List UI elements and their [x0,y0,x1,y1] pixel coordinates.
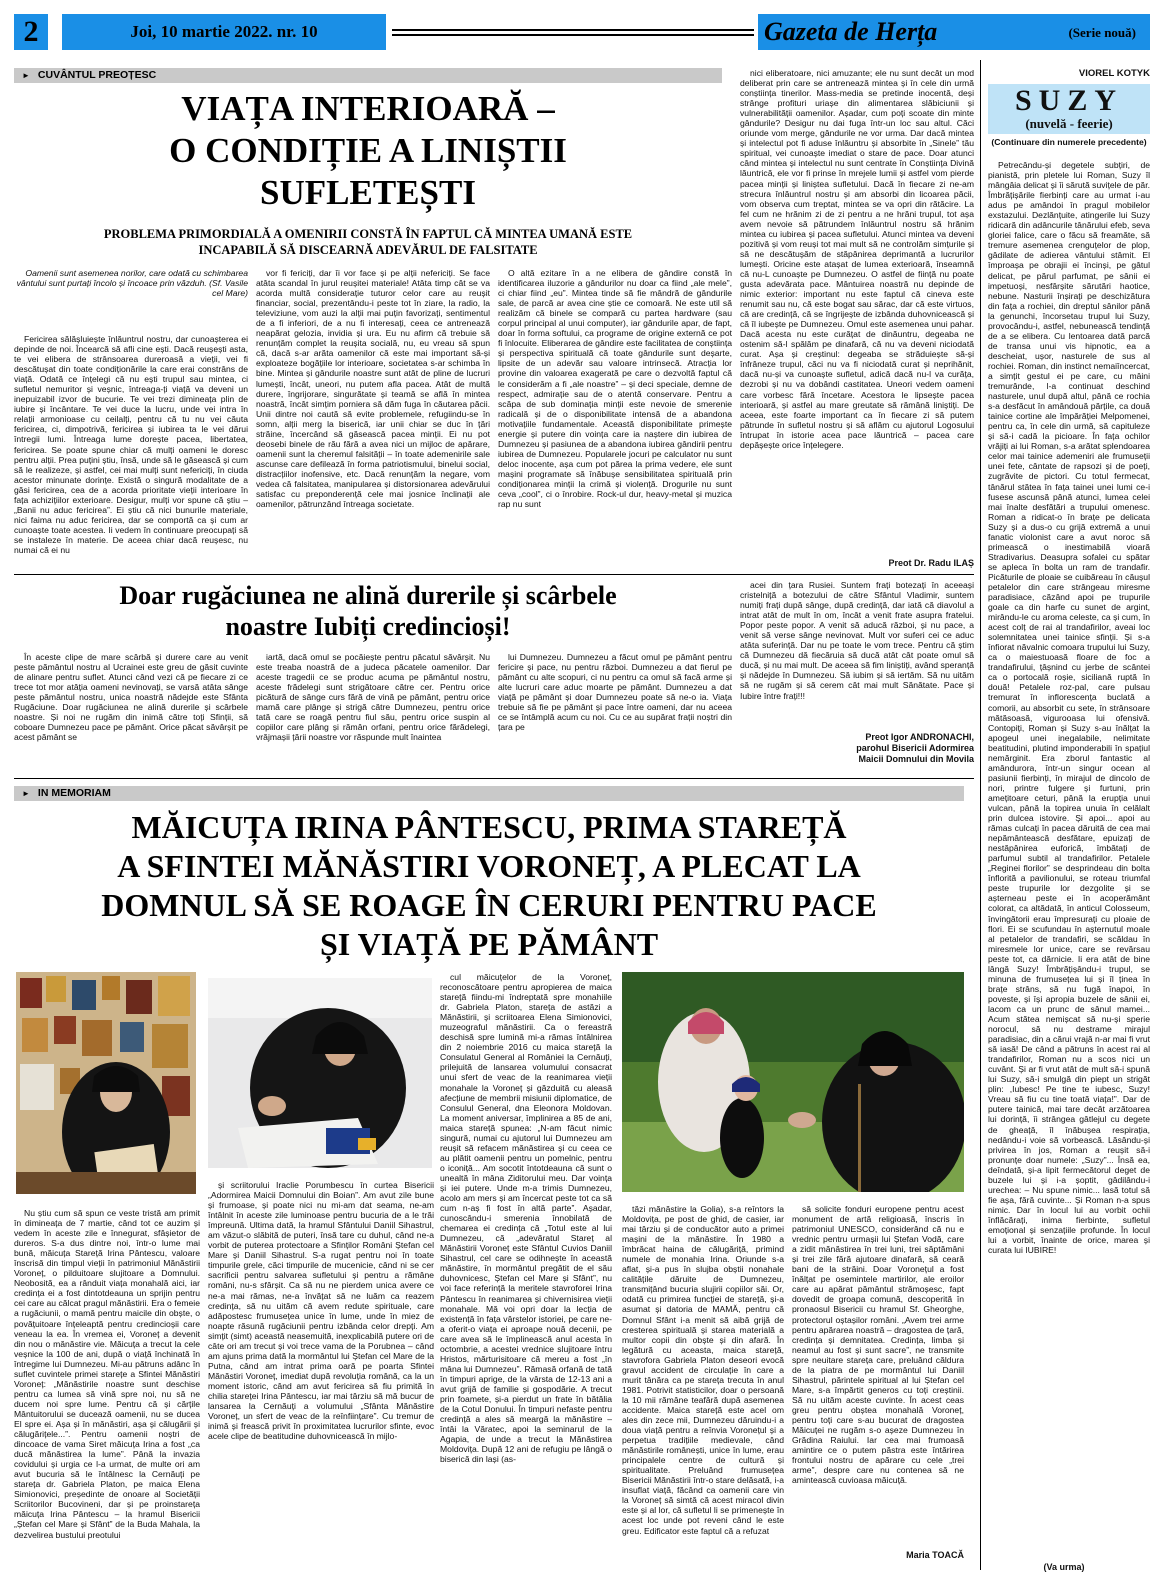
article-subtitle [14,226,722,258]
title-line: VIAȚA INTERIOARĂ – [181,89,555,128]
series-label: (Serie nouă) [1068,25,1136,40]
to-be-continued: (Va urma) [1043,1562,1085,1572]
masthead [758,14,1150,50]
section-bar [14,68,722,83]
divider [14,778,974,779]
subtitle-line: INCAPABILĂ SĂ DISCEARNĂ ADEVĂRUL DE FALSITATE [198,243,538,257]
article-column: Fericirea sălășluiește înlăuntrul nostru, dar cunoașterea ei depinde de noi. Încearcă să afli cine ești. Dacă reușești asta, te vei elibera de strânsoarea dureroasă a vieții, vei fi descătușat din toate condiționările la care erai constrâns de viață. Odată ce înțelegi că nu ești trupul sau mintea, ci sufletul nemuritor și veșnic, întreaga-ți viață va deveni un inepuizabil izvor de bucurie. Te vei trezi dimineața plin de iubire și încântare. Te vei duce la lucru, unde vei intra în relații armonioase cu ceilalți, pentru că tu nu vei căuta fericirea, ci, dimpotrivă, fericirea și iubirea ta le vei dărui întregii lumi. Întreaga lume dorește pacea, libertatea, fericirea. Se poate spune chiar că mulți oameni le doresc pentru alții. Prea puțini știu, însă, unde să le găsească și cum să le realizeze, și astfel, cei mai mulți sunt nefericiți, în ciuda acestor minunate dorințe. Există o singură modalitate de a găsi fericirea, cea de a acorda prioritate vieții interioare în fața achizițiilor exterioare. Desigur, mulți vor spune că știu – „Banii nu aduc fericirea”. Ei știu că nici bunurile materiale, nici faima nu aduc fericirea, dar se comportă ca și cum ar cunoaște toate acestea. Ii vedem în continuare preocupați să se instaleze în materie. De aceea chiar dacă reușesc, nu numai că ei nu [14,334,248,555]
photo-nun-icons [16,972,196,1194]
title-line: SUFLETEȘTI [260,173,476,212]
photo-nun-signing [208,978,432,1168]
photo-nun-signing-image [208,978,432,1168]
article-column: lui Dumnezeu. Dumnezeu a făcut omul pe pământ pentru fericire și pace, nu pentru război. Dumnezeu a dat fierul pe pământ cu alte scopuri, ci nu pentru ca omul să facă arme și alte lucruri care aduc moarte pe pământ. Dumnezeu a dat viață pe pământ și doar Dumnezeu poate să ne-o ia. Viața trebuie să fie pe pământ și pace între oameni, dar nu aceea ce se întâmplă acum cu noi. Cu ce au supărat frații noștri din țara pe [498,652,732,733]
section-label: CUVÂNTUL PREOȚESC [37,69,157,81]
arrow-icon: ► [22,789,30,798]
article-column: nici eliberatoare, nici amuzante; ele nu sunt decât un mod deliberat prin care se antrenează mintea și în cele din urmă conștiința tinerilor. Mass-media se pretinde inocentă, deși strânge profituri uriașe din alimentarea slăbiciunii și vulnerabilității oamenilor. Așadar, cum poți scoate din minte gândurile? Desigur nu dai fuga într-un loc sau altul. Căci oriunde vom merge, gândurile ne vor urma. Dar dacă mintea și intelectul pot fi aduse înlăuntru și absorbite în „Sinele” tău spiritual, vei cunoaște imediat o stare de pace. Doar atunci când mintea și intelectul nu sunt centrate în Conștiința Divină lăuntrică, ele vor fi prinse în mrejele lumii și astfel vom pierde pacea minții și liniștea sufletului. Dacă în fiecare zi ne-am strecura înlăuntrul nostru și am absorbi din licoarea păcii, vom observa cum treptat, mintea se va opri din rătăcire. La fel cum ne hrănim zi de zi pentru a ne hrăni trupul, tot așa avem nevoie să pătrundem înlăuntrul nostru să hrănim mintea cu iubirea și pacea sufletului. Atunci mintea va deveni pozitivă și vom reuși tot mai mult să ne controlăm simțurile și să ne descătușăm de stăpânirea deprimantă a lucrurilor lumești. Oricine este atașat de lumea exterioară, înseamnă că nu-L cunoaște pe Dumnezeu. O astfel de ființă nu poate gusta adevărata pace. Mântuirea noastră nu depinde de nimic exterior: important nu este faptul că cineva este renumit sau nu, că este bogat sau sărac, dar că este virtuos, că are credință, că se îngrijește de izbânda duhovnicească și că îl iubește pe Dumnezeu. Omul este asemenea unui pahar. Dacă acesta nu este curățat de dinăuntru, degeaba ne ostenim să-l spălăm pe dinafară, că nu va deveni niciodată curat. Așa și creștinul: degeaba se străduiește să-și înfrâneze trupul, căci nu va fi niciodată curat și neprihănit, dacă nu-și va cunoaște sufletul, adică dacă nu-l va curăța, dezrobi și nu va dobândi castitatea. Uneori vedem oameni care vorbesc fără încetare. Acestora le lipsește pacea interioară, și astfel au mare greutate să rămână liniștiți. De aceea, este foarte important ca în fiecare zi să putem pătrunde în sufletul nostru și să aflăm cu ajutorul Logosului întrupat în istorie acea pace lăuntrică – pacea care depășește orice înțelegere. [740,68,974,450]
continuation-note: (Continuare din numerele precedente) [991,137,1147,147]
article-column: acei din țara Rusiei. Suntem frați botezați în aceeași cristelniță a botezului de către Sfântul Vladimir, suntem numiți frați după sânge, după credință, dar iată că diavolul a intrat atât de mult în om, încât a venit frate asupra fratelui. Popor peste popor. A venit să aducă război, și nu pace, a venit să verse sânge nevinovat. Mult vor suferi cei ce aduc atâta suferință. Dar nu pe toate le vom trece. Pentru că știm că Dumnezeu dă fiecăruia să ducă atât cât poate omul să ducă, și nu mai mult. De aceea să fim liniștiți, având speranță și nădejde în Dumnezeu. Să iubim și să iertăm. Să nu uităm să ne rugăm și să cerem cât mai mult Sănătate. Pace și Iubire între frați!!! [740,580,974,701]
article-column: Nu știu cum să spun ce veste tristă am primit în dimineața de 7 martie, când tot ce auzim și vedem în aceste zile e înnegurat, sfâșietor de dureros. S-a dus dintre noi, într-o lume mai bună, măicuța Stareță Irina Pântescu, valoare înscrisă din timpul vieții în patrimoniul Mănăstirii Voroneț, o pilduitoare slujitoare a Domnului. Neobosită, ea a rânduit viața monahală aici, iar credința ei a fost dintotdeauna un sprijin pentru cei care au călcat pragul mănăstirii. Era o femeie a rugăciunii, o mamă pentru maicile din obște, o povățuitoare înțeleaptă pentru credincioșii care veneau la ea. În vremea ei, Voroneț a devenit din nou o mănăstire vie. Măicuța a trecut la cele veșnice la 100 de ani, după o viață închinată în întregime lui Dumnezeu. Mi-au pătruns adânc în suflet cuvintele primei starețe a Sfintei Mănăstiri Voroneț: „Mănăstirile noastre sunt deschise pentru ca lumea să vină spre noi, nu să ne ducem noi spre lume. Pentru că și cărțile Mântuitorului se ducează oamenii, nu se ducea El spre ei. Așa și în mănăstiri, așa și călugării și călugărițele...”. Pentru oamenii noștri de dincoace de vama Siret măicuța Irina a fost „ca ducă mănăstirea la lume”. Până la invazia covidului și urgia ce l-a urmat, de multe ori am avut bucuria să le întâlnesc la Cernăuți pe stareța dr. Gabriela Platon, pe maica Elena Simionovici, președinte de onoare al Societății Scriitorilor Bucovineni, dar și pe proinstareța măicuța Irina Pântescu – la hramul Bisericii „Ștefan cel Mare și Sfânt” de la Buda Mahala, la dezvelirea bustului preotului [14,1208,200,1540]
suzy-title-box [988,84,1150,134]
title-line: DOMNUL SĂ SE ROAGE ÎN CERURI PENTRU PACE [101,887,877,923]
divider [14,574,974,575]
article-column: În aceste clipe de mare scârbă și durere care au venit peste pământul nostru al Ucrainei este greu de găsit cuvinte de alinare pentru suflet. Atunci când vezi că pe fiecare zi ce trece tot mor atâția oameni nevinovați, se varsă atâta sânge peste pământul nostru, unica noastră nădejde este Sfânta Rugăciune. Doar rugăciunea ne alină durerile și scârbele noastre. Și noi ne rugăm din inimă către toți Sfinții, să coboare Dumnezeu pace pe pământ. Orice păcat săvârșit pe acest pământ se [14,652,248,743]
article-title [14,88,722,214]
title-line: A SFINTEI MĂNĂSTIRI VORONEȚ, A PLECAT LA [117,848,861,884]
section-label: IN MEMORIAM [37,787,111,799]
issue-date: Joi, 10 martie 2022. nr. 10 [62,14,386,50]
subtitle-line: PROBLEMA PRIMORDIALĂ A OMENIRII CONSTĂ ÎN FAPTUL CĂ MINTEA UMANĂ ESTE [103,227,633,241]
photo-nun-icons-image [16,972,196,1194]
suzy-text: Petrecându-și degetele subțiri, de pianistă, prin pletele lui Roman, Suzy îl mângâia delicat și îi sărută suvițele de păr. Îmbrățișările fierbinți care au urmat i-au adus pe amândoi în pragul mobilelor exstazului. Dezlănțuite, atingerile lui Suzy ridicară din adâncurile tânărului efeb, seva gloriei falice, care o făcu să freamăte, să tremure asemenea crenguțelor de plop, gâdilate de adierea vântului stâmit. El împroașa pe obrajii ei încinși, pe gâtul delicat, pe părul parfumat, pe sânii ei impetuoși, nesfârșite sărutări haotice, nebune. Nasturii înșirați pe deschizătura din fața a rochiei, din dreptul sânilor până la genunchi, încorsetau trupul lui Suzy, provocându-i, astfel, nebunească tendință de a se elibera. Cu lentoarea dată parcă de transa unui vis hipnotic, ea a descheiat, ușor, nasturele de sus al rochiei. Roman, din instinct nemaiîncercat, a simțit gestul ei pe care, cu mâini tremurânde, l-a continuat deschind nasturele, unul după altul, până ce rochia s-a desfăcut în amândouă părțile, ca două tainice cortine ale împărăției Melpomenei, pentru ca, în cele din urmă, să capituleze și să-i cadă la picioare. În fața ochilor vrăjiți ai lui Roman, s-a arătat splendoarea celor mai tainice ademeniri ale frumuseții unei fete, cântate de rapsozi și de poeți, zugrăvite de pictori. Cu totul fermecat, tânărul stătea în fața tainei unei lumi ce-i fusese ascunsă până atunci, lumea celei mai înalte desfătări a trupului omenesc. Roman a ridicat-o în brațe pe delicata Suzy și a dus-o cu grijă extremă a unui fanatic violonist care a avut noroc să primească o inestimabilă vioară Stradivarius. Deasupra sofalei cu spătar se apleca în bolta un ram de trandafir. Picăturile de ploaie se cuibăreau în căușul petalelor din care strângeau miresme paradisiace, căzând apoi pe trupurile goale ca din harfe cu sunet de argint, mirându-le cu aroma celeste, ca și cum, în acest colț de rai al trandafirilor, aveai loc solemnitatea unei tainice sfinții. Și s-a înfiorat năvalnic comoara trupului lui Suzy, ca o maiestuoasă floare de foc a trandafirului, țâșnind cu jerbe de scântei ca o portocală roșie, siciliană ruptă în două! Petalele roz-pal, care pulsau tremurat în inflorescența buclată a comorii, au absorbit cu sete, în strânsoare mătăsoasă, vigurooasa lui ofensivă. Contopiți, Roman și Suzy s-au înălțat la apogeul unei inegalabile, nelimitate beatitudini, plutind imponderabili în spațiul nemărginit. Era zborul fantastic al amândurora, într-un singur ocean al pasiunii fierbinți, în mirajul de dincolo de nori, printre fulgere și furtuni, prin amețitoare ceturi, până la erupția unui vulcan, până la topirea unuia în celălalt prin dulcea istovire. Și apoi... apoi au rămas culcați în pacea dăruită de cea mai nepământească desfătare, epuizați de nestăpânirea euforică, îmbătați de parfumul subtil al trandafirilor. Petalele „Reginei florilor” se desprindeau din bolta înflorită a pavilionului, se roteau triumfal peste trupurile lor dezgolite și se așterneau peste ei în acoperământ colorat, ca altădată, în anticul Colosseum, învingătorii erau împresurați cu ploaie de flori. Ei se scufundau în așternutul moale al petalelor de trandafiri, se scăldau în miresmele lor unice, care se revărsau peste tot, ca dărnicie. Ii era atât de bine lângă Suzy! Îmbrățișându-i trupul, se minuna de frumusețea lui și îl ținea în brațe strâns, să nu fugă înapoi, în poveste, și își apropia buzele de sânii ei, lacom ca un prunc de sânul mamei... Acum stătea nemișcat să nu-și sperie norocul, să nu destrame mirajul paradisiac, din a cărui vrajă n-ar mai fi vrut să iasă! De când a pătruns în acest rai al trandafirilor, Roman nu a scos nici un cuvânt. Și ar fi vrut atât de mult să-i spună lui Suzy, să-i smulgă din piept un strigăt plin: ,Iubesc! Pe tine te iubesc, Suzy! Vreau să fiu cu tine toată viața!”. Dar de putere tainică, mai tare decât arzătoarea lui dorință, îi strângea gâtlejul cu degete de gheață, îl înăbușea respirația, nedându-i voie să vorbească. Lăsându-și privirea în jos, Roman a reușit să-i pronunțe doar numele: „Suzy”... Însă ea, deîndată, și-a lipit fermecătorul deget de buzele lui și i-a șoptit, gâdilându-i urechea: – Nu spune nimic... lasă totul să fie așa, fără cuvinte... Și Roman n-a spus nimic. Dar în locul lui au vorbit ochii înflăcărați, inima fierbinte, sufletul emoțional și senzațiile profunde. În locul lui a vorbit, înainte de orice, marea și curata lui IUBIRE! [988,160,1150,1256]
section-bar [14,786,964,801]
author-signature: Preot Dr. Radu ILAȘ [888,558,974,568]
header-rule [392,29,754,31]
article-column: să solicite fonduri europene pentru acest monument de artă religioasă, înscris în patrimoniul UNESCO, considerând că nu e vrednic pentru urmașii lui Ștefan Vodă, care a zidit mănăstirea în trei luni, trei săptămâni și trei zile fără ajutoare dinafară, să ceară bani de la străini. Doar Voronețul a fost înălțat pe osemintele martirilor, ale eroilor care au apărat pământul strămoșesc, fapt dovedit de groapa comună, descoperită în pronaosul Bisericii cu hramul Sf. Gheorghe, protectorul oștașilor români. „Avem trei arme pentru apărarea noastră – dragostea de țară, credința și demnitatea. Credința, limba și neamul au fost și sunt sacre”, ne transmite spre neuitare stareța care, preluând căldura de la piatra de pe mormântul lui Daniil Sihastrul, părintele spiritual al lui Ștefan cel Mare, s-a împărtit generos cu toți creștinii. Să nu uităm aceste cuvinte. În acest ceas greu pentru obștea monahală Voroneț, pentru toți care s-au bucurat de dragostea Măicuței ne rugăm s-o așeze Dumnezeu în Grădina Raiului. Iar cea mai frumoasă amintire ce o putem păstra este întărirea frontului nostru de apărare cu cele „trei arme”, despre care nu contenea să ne amintească cuvioasa măicuță. [792,1204,964,1486]
article-column: O altă ezitare în a ne elibera de gândire constă în identificarea iluzorie a gândurilor nu doar ca fiind „ale mele”, ci chiar fiind „eu”. Mintea tinde să fie mândră de gândurile sale, de parcă ar avea cine știe ce comoară. Ne este util să realizăm că binele se compară cu partea hardware (sau corpul principal al unui computer), iar gândurile apar, de fapt, doar în forma softului, ca programe de origine externă ce pot fi înlocuite. Eliberarea de gândire este facilitatea de conștiința și perspectiva spirituală că toate gândurile sunt deșarte, lipsite de un adevăr sau valoare intrinsecă. Atracția lor provine din valoarea exagerată pe care o dezvoltă faptul că le considerăm a fi „ale noastre” – și deci speciale, demne de respect, admirație sau de o atentă conservare. Pentru a scăpa de sub dominația minții este nevoie de smerenie radicală și de o disponibilitate intensă de a abandona motivațiile fundamentale. Această disponibilitate primește energie și putere din voința care ia naștere din iubirea de Dumnezeu și pasiunea de a abandona iubirea gândirii pentru iubirea de Dumnezeu. Popularele jocuri pe calculator nu sunt deloc inocente, așa cum pot părea la prima vedere, ele sunt mașini programate să înăbușe sensibilitatea spirituală prin condiționarea minții la crimă și violență. Drogurile nu sunt ceva „cool”, ci o înrobire. Rock-ul dur, heavy-metal și muzica rap nu sunt [498,268,732,510]
title-line: noastre Iubiți credincioși! [225,612,511,641]
article-column: tăzi mănăstire la Golia), s-a reîntors la Moldovița, pe post de ghid, de casier, iar mai târziu și de conducător auto a primei mașini de la mănăstire. În 1980 a îmbrăcat haina de călugăriță, primind numele de monahia Irina. Oriunde s-a aflat, și-a pus în slujba obștii nonahale calitățile dăruite de Dumnezeu, transmițând bucuria slujirii copiilor săi. Or, odată cu primirea funcției de stareță, și-a asumat și datoria de MAMĂ, pentru că Domnul Sfânt i-a menit să aibă grijă de cresterea spirituală și starea materială a multor copii din obște și din afară. În legătură cu aceasta, maica stareță, stavrofora Gabriela Platon deseori evocă gravul accident de circulație în care a murit tânăra ca pe stareța trecuta în anul 1981. Potrivit statisticilor, doar o persoană la 10 mii rămâne teafără după asemenea accidente. Maica stareță este acel om ales din zece mii, Dumnezeu dăruindu-i a doua viață pentru a reînvia Voronețul și a perpetua tradițiile medievale, când mănăstirile românești, unice în lume, erau principalele centre de cultură și spiritualitate. Preluând frumusețea Bisericii Mănăstirii într-o stare delăsată, i-a insuflat viață, făcând ca oamenii care vin la Voroneț să simtă că acest miracol divin este și al lor, că sufletul li se primenește în acest loc unde pot reveni când le este greu. Edificator este faptul că a refuzat [622,1204,784,1536]
title-line: ȘI VIAȚĂ PE PĂMÂNT [319,926,659,962]
photo-nun-child [622,972,964,1192]
arrow-icon: ► [22,71,30,80]
article-title [14,808,964,964]
title-line: O CONDIȚIE A LINIȘTII [169,131,567,170]
paper-name: Gazeta de Herța [764,17,938,46]
author-signature: Preot Igor ANDRONACHI, parohul Bisericii Adormirea Maicii Domnului din Movila [856,732,974,764]
author-signature: Maria TOACĂ [906,1550,964,1560]
photo-nun-child-image [622,972,964,1192]
article-title [14,580,722,642]
column-divider [980,60,981,1570]
title-line: MĂICUȚA IRINA PÂNTESCU, PRIMA STAREȚĂ [131,809,847,845]
article-column: cul măicuțelor de la Voroneț, reconoscătoare pentru apropierea de maica stareță fiindu-mi îndreptată spre monahiile dr. Gabriela Platon, stareța de astăzi a Mănăstirii, și scriitoarea Elena Simionovici, muzeograful mănăstirii. Ca o fereastră deschisă spre lumină mi-a rămas întâlnirea din 2 noiembrie 2016 cu maica stareță la Consulatul General al României la Cernăuți, prilejuită de lansarea volumului consacrat unui sfert de veac de la reanimarea vieții monahale la Voroneț și găzduită cu aleasă afecțiune de membrii misiunii diplomatice, de Consulul General, dna Eleonora Moldovan. La moment aniversar, împlinirea a 85 de ani, maica stareță spunea: „N-am făcut nimic singură, numai cu ajutorul lui Dumnezeu am reușit să refacem mănăstirea și cu ceea ce au plătit oamenii pentru un pomelnic, pentru o iconiță... Am socotit întotdeauna că sunt o unealtă în mâna Ziditorului meu. Dar voința și iei putere. Unde m-a trimis Dumnezeu, acolo am mers și am încercat peste tot ca să cum n-aș fi fost în altă parte”. Așadar, cunoscându-i smerenia înnobilată de chemarea ei credința că „Totul este al lui Dumnezeu, că „adevăratul Stareț al Mănăstirii Voroneț este Sfântul Cuvios Daniil Sihastrul, cel care se odihnește în această mănăstire, în mormântul pregătit de el său duhovnicesc, Ștefan cel Mare și Sfânt”, nu voi face referință la meritele stavroforei Irina Pântescu în reanimarea și chivernisirea vieții monahale. Mă voi opri doar la lecția de existență în fața vârstelor istoriei, pe care ne-a oferit-o viața ei aproape nouă decenii, pe care avea să le împlinească anul acesta în octombrie, a acestei vrednice slujitoare întru Hristos, mărturisitoare că mereu a fost „în mâna lui Dumnezeu”. Rămasă orfană de tată în timpuri aprige, de la vârsta de 12-13 ani a avut grijă de familie și gospodărie. A trecut prin foamete, și-a pierdut un frate în bătălia de la Cotul Donului. În timpuri nefaste pentru credință a ales să meargă la mănăstire – întâi la Văratec, apoi la seminarul de la Agapia, de unde a trecut la Mănăstirea Moldovița. După 12 ani de refugiu pe lângă o biserică din lași (as- [440,972,612,1465]
article-column: și scriitorului Iraclie Porumbescu în curtea Bisericii „Adormirea Maicii Domnului din Boian”. Am avut zile bune și frumoase, și poate nici nu mi-am dat seama, ne-am întâlnit în aceste zile luminoase pentru bucuria de a le trăi împreună. Ultima dată, la hramul Sfântului Daniil Sihastrul, am văzut-o slăbită de puteri, însă tare cu duhul, când ne-a vorbit de puterea protectoare a Sfinților Români Ștefan cel Mare și Daniil Sihastrul. S-a rugat pentru noi în toate timpurile grele, căci timpurile de mucenicie, când ni se cer sacrificii pentru salvarea sufletului și pentru a rămâne români, nu-s sfârșit. Ca să nu ne pierdem unica avere ce ne-a mai rămas, ne-a învățat să ne luăm ca reazem credința, să nu uităm că avem redute spirituale, care adăpostesc frumusețea unice în lume, unde în miez de noapte răsună rugăciunii pentru izbânda celor drepți. Am simțit (simt) această neasemuită, inexplicabilă putere ori de câte ori am trecut și voi trece vama de la Porubnea – când am ajuns prima dată la mormântul lui Ștefan cel Mare de la Putna, când am intrat prima oară pe poarta Sfintei Mănăstiri Voroneț, imediat după revoluția română, ca la un moment istoric, când am avut fericirea să fiu primită în chilia stareței Irina Pântescu, iar mai târziu să mă bucur de lansarea la Cernăuți a volumului „Sfânta Mănăstire Voroneț, un sfert de veac de la reînființare”. Cu tremur de inimă și frească privit în proximitatea lucrurilor sfinte, evoc acele clipe de beatitudine duhovnicească în mijlo- [208,1180,434,1442]
suzy-genre: (nuvelă - feerie) [1025,116,1113,131]
page-number: 2 [14,14,48,50]
suzy-author: VIOREL KOTYK [1078,68,1150,79]
header-rule [392,34,754,36]
title-line: Doar rugăciunea ne alină durerile și scârbele [119,581,617,610]
suzy-title: SUZY [1014,84,1124,117]
article-column: vor fi fericiți, dar îi vor face și pe alții nefericiți. Se face atâta scandal în jurul reușitei materiale! Atâta timp cât se va acorda multă considerație tuturor celor care au reușit financiar, social, prezentându-i peste tot în ziare, la radio, la televiziune, vom auzi la alții mai puțin favorizați, sentimentul de a fi inferiori, de a nu fi interesați, ceea ce antrenează neapărat gelozia, invidia și ura. Eu nu afirm că trebuie să renunțăm complet la reușita socială, nu, eu vreau să spun că, dacă s-ar arăta oamenilor că este mai important să-și exploateze bogățiile lor interioare, societatea s-ar schimba în bine. Mintea și gândurile noastre sunt atât de pline de lucruri lumești, încât, uneori, nu putem afla pacea. Atât de multă durere, îngrijorare, singurătate și teamă se află în mintea noastră, încât simțim porniera să dăm fuga în căutarea păcii. Unii dintre noi caută să evite problemele, refugiindu-se în somn, alții merg la biserică, iar unii chiar se duc în țări străine, încercând să găsească pacea minții. Ei nu pot deosebi binele de rău fără a avea nici un mijloc de apărare, oamenii sunt la cheremul falsității – în toate ademenirile sale ascunse care defilează în forma patriotismului, binelui social, distracțiilor inofensive, etc. Dacă renunțăm la negare, vom vedea că falsitatea, manipularea și distorsionarea adevărului satisfac cu preponderență cele mai josnice înclinații ale oamenilor, pătrunzând întreaga societate. [256,268,490,510]
article-column: iartă, dacă omul se pocăiește pentru păcatul săvârșit. Nu este treaba noastră de a judeca păcatele oamenilor. Dar aceste tragedii ce se produc acuma pe pământul nostru, aceste frădelegi sunt strigătoare către cer. Pentru orice picătură de sânge curs fără de vină pe pământ, pentru orice mamă care plânge și strigă către Dumnezeu, pentru orice tată care se roagă pentru fiul său, pentru orice suspin al copiilor care plâng și rămân orfani, pentru orice fărădelegi, vrăjmașii țării noastre vor răspunde mult înaintea [256,652,490,743]
epigraph: Oamenii sunt asemenea norilor, care odată cu schimbarea vântului sunt purtați încolo și încoace prin văzduh. (Sf. Vasile cel Mare) [16,268,248,299]
